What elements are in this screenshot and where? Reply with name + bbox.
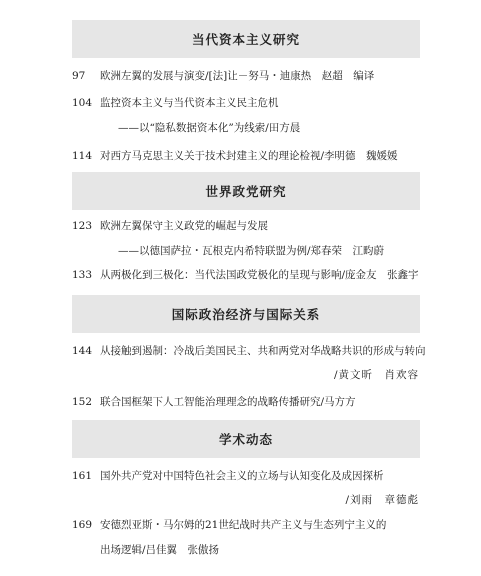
toc-entry-authors-row (0, 490, 481, 510)
section-header: 当代资本主义研究 (72, 20, 420, 58)
entry-authors: /黄文昕 肖欢容 (333, 369, 419, 381)
entry-title: 联合国框架下人工智能治理理念的战略传播研究/马方方 (100, 396, 356, 408)
toc-entry-subtitle-row (0, 118, 481, 138)
page-number: 161 (72, 470, 93, 482)
entry-subtitle: ——以“隐私数据资本化”为线索/田方晨 (118, 122, 301, 134)
entry-title: 欧洲左翼保守主义政党的崛起与发展 (100, 220, 268, 232)
toc-entry[interactable] (0, 93, 481, 113)
entry-title: 监控资本主义与当代资本主义民主危机 (100, 97, 279, 109)
toc-entry-subtitle-row (0, 540, 481, 560)
toc-entry-authors-row (0, 365, 481, 385)
toc-entry[interactable] (0, 265, 481, 285)
toc-entry[interactable] (0, 515, 481, 535)
page-number: 152 (72, 396, 93, 408)
page-number: 104 (72, 97, 93, 109)
page-number: 133 (72, 269, 93, 281)
toc-entry[interactable] (0, 216, 481, 236)
section-header: 世界政党研究 (72, 172, 420, 210)
page-number: 144 (72, 345, 93, 357)
entry-title: 从接触到遏制：冷战后美国民主、共和两党对华战略共识的形成与转向 (100, 345, 426, 357)
toc-entry-subtitle-row (0, 241, 481, 261)
section-header: 国际政治经济与国际关系 (72, 295, 420, 333)
page-number: 123 (72, 220, 93, 232)
toc-entry[interactable] (0, 66, 481, 86)
page-number: 169 (72, 519, 93, 531)
entry-title: 国外共产党对中国特色社会主义的立场与认知变化及成因探析 (100, 470, 384, 482)
section-header: 学术动态 (72, 420, 420, 458)
entry-title: 安德烈亚斯・马尔姆的21世纪战时共产主义与生态列宁主义的 (100, 519, 387, 531)
entry-title: 对西方马克思主义关于技术封建主义的理论检视/李明德 魏媛媛 (100, 150, 398, 162)
toc-entry[interactable] (0, 392, 481, 412)
entry-authors: /刘雨 章德彪 (345, 494, 419, 506)
entry-subtitle: ——以德国萨拉・瓦根克内希特联盟为例/郑春荣 江畇蔚 (118, 245, 385, 257)
page-number: 97 (72, 70, 86, 82)
entry-title: 从两极化到三极化：当代法国政党极化的呈现与影响/庞金友 张鑫宇 (100, 269, 419, 281)
toc-entry[interactable] (0, 146, 481, 166)
toc-entry[interactable] (0, 466, 481, 486)
entry-subtitle: 出场逻辑/吕佳翼 张傲扬 (100, 544, 220, 556)
entry-title: 欧洲左翼的发展与演变/[法]让－努马・迪康热 赵超 编译 (100, 70, 375, 82)
page-number: 114 (72, 150, 93, 162)
toc-entry[interactable] (0, 341, 481, 361)
